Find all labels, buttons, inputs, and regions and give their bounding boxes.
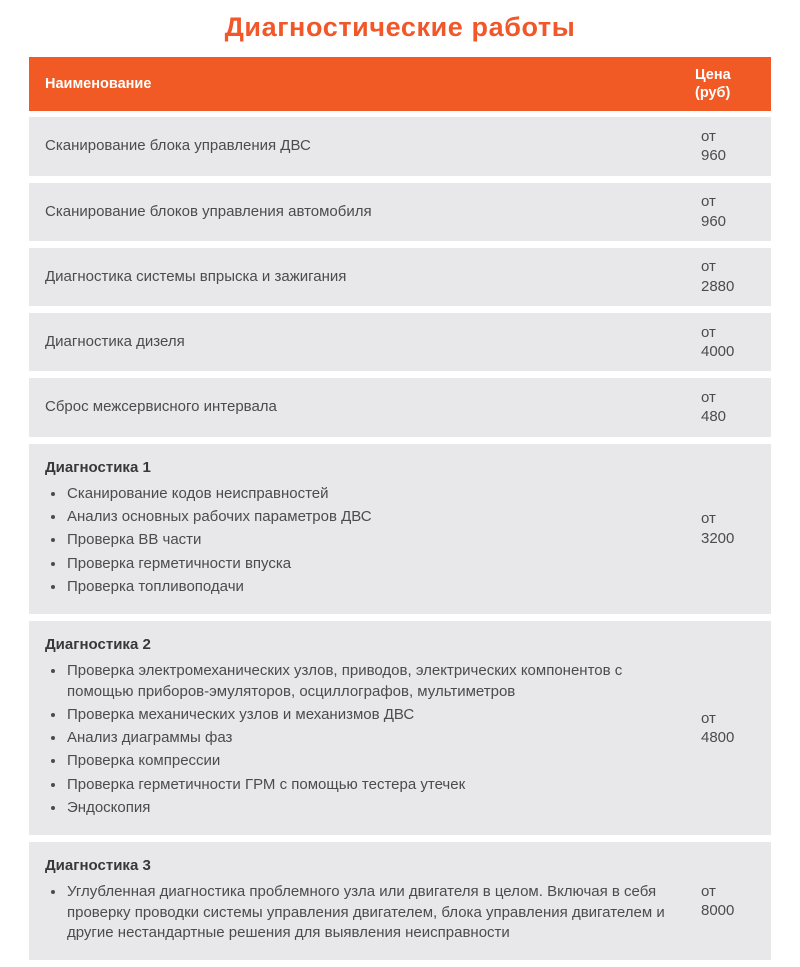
- header-name-label: Наименование: [45, 76, 152, 93]
- header-price-label: Цена (руб): [695, 67, 731, 102]
- price-prefix: от: [701, 709, 716, 727]
- table-row: [29, 444, 771, 615]
- price-prefix: от: [701, 193, 716, 211]
- bullet-item: • Проверка электромеханических узлов, приводов, электрических компонентов с помощью приборов-эмуляторов, осциллографов, мультиметров: [66, 661, 685, 702]
- row-name: Диагностика системы впрыска и зажигания: [45, 267, 347, 285]
- row-title: Диагностика 1: [45, 458, 151, 476]
- row-price: [701, 621, 771, 835]
- price-value: 4800: [701, 729, 735, 746]
- table-row: [29, 378, 771, 436]
- price-prefix: от: [701, 882, 716, 900]
- price-prefix: от: [701, 510, 716, 528]
- price-value: 960: [701, 147, 727, 165]
- price-value: 3200: [701, 529, 735, 547]
- table-row: [29, 842, 771, 960]
- table-header: [29, 57, 771, 111]
- row-price: [701, 378, 771, 436]
- bullet-item: • Проверка герметичности ГРМ с помощью тестера утечек: [66, 775, 685, 795]
- bullet-item: • Проверка герметичности впуска: [66, 554, 685, 574]
- row-price: [701, 248, 771, 306]
- table-row: [29, 117, 771, 175]
- row-name: Сканирование блока управления ДВС: [45, 137, 311, 155]
- price-value: 960: [701, 212, 727, 230]
- row-price: [701, 444, 771, 615]
- bullet-list: [45, 481, 685, 600]
- bullet-item: • Проверка компрессии: [66, 751, 685, 771]
- bullet-item: • Анализ основных рабочих параметров ДВС: [66, 507, 685, 527]
- page-title: Диагностические работы: [224, 12, 576, 42]
- price-value: 480: [701, 408, 727, 426]
- price-value: 8000: [701, 902, 735, 919]
- bullet-item: • Углубленная диагностика проблемного узла или двигателя в целом. Включая в себя проверку проводки системы управления двигателем, блока управления двигателем и другие нестандартные решения для выявления неисправности: [66, 882, 685, 943]
- price-prefix: от: [701, 388, 716, 406]
- row-price: [701, 313, 771, 371]
- table-row: [29, 183, 771, 241]
- price-prefix: от: [701, 323, 716, 341]
- row-price: [701, 117, 771, 175]
- row-name: Диагностика дизеля: [45, 333, 185, 350]
- row-price: [701, 842, 771, 960]
- price-prefix: от: [701, 258, 716, 276]
- table-row: [29, 248, 771, 306]
- price-value: 2880: [701, 277, 735, 295]
- table-row: [29, 621, 771, 835]
- row-name: [29, 444, 701, 615]
- price-prefix: от: [701, 127, 716, 145]
- bullet-list: [45, 658, 685, 821]
- row-title: Диагностика 3: [45, 857, 151, 874]
- bullet-item: • Эндоскопия: [66, 798, 685, 818]
- row-title: Диагностика 2: [45, 636, 151, 653]
- bullet-item: • Проверка механических узлов и механизмов ДВС: [66, 705, 685, 725]
- pricing-table: [29, 57, 771, 960]
- row-price: [701, 183, 771, 241]
- table-row: [29, 313, 771, 371]
- bullet-item: • Сканирование кодов неисправностей: [66, 484, 685, 504]
- row-name: [29, 621, 701, 835]
- bullet-item: • Проверка топливоподачи: [66, 577, 685, 597]
- row-name: Сканирование блоков управления автомобиля: [45, 202, 372, 220]
- price-value: 4000: [701, 343, 735, 361]
- row-name: [29, 842, 701, 960]
- bullet-item: • Анализ диаграммы фаз: [66, 728, 685, 748]
- row-name: Сброс межсервисного интервала: [45, 398, 277, 416]
- bullet-list: [45, 879, 685, 946]
- bullet-item: • Проверка ВВ части: [66, 530, 685, 550]
